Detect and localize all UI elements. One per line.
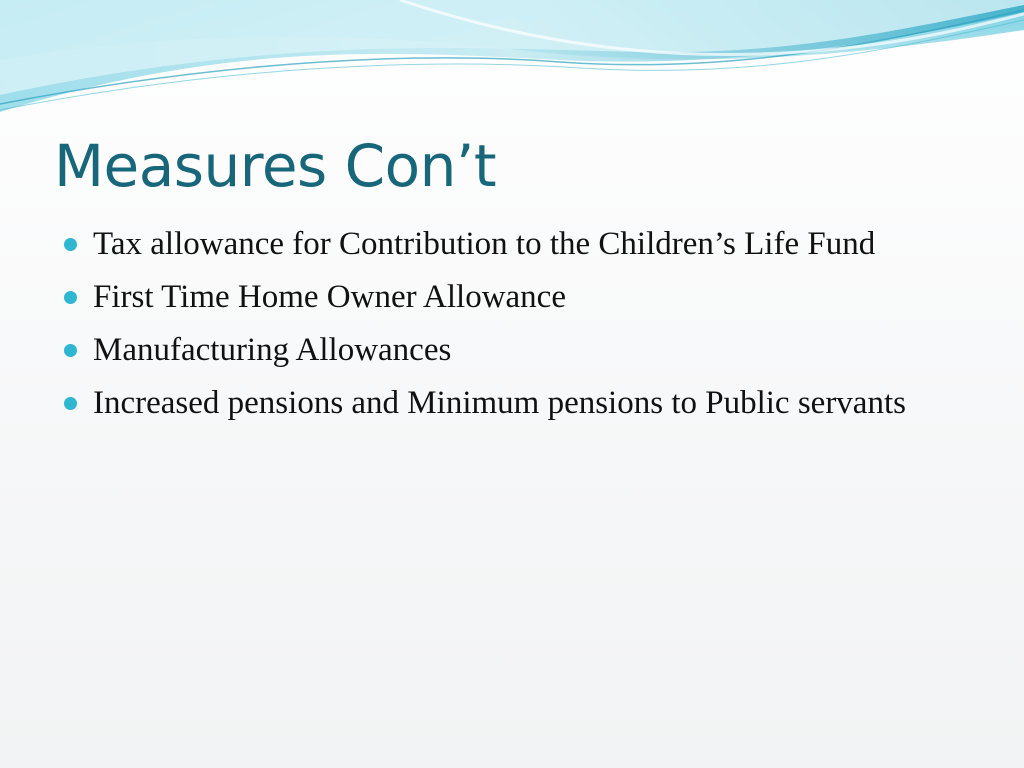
bullet-text: Tax allowance for Contribution to the Children’s Life Fund xyxy=(93,226,876,262)
bullet-list xyxy=(64,222,964,434)
bullet-text: Increased pensions and Minimum pensions to Public servants xyxy=(93,385,906,421)
slide-title: Measures Con’t xyxy=(54,132,497,200)
bullet-dot-icon xyxy=(64,344,77,357)
bullet-item xyxy=(64,328,964,373)
bullet-text: Manufacturing Allowances xyxy=(93,332,452,368)
header-wave-decoration xyxy=(0,0,1024,130)
bullet-text: First Time Home Owner Allowance xyxy=(93,279,566,315)
bullet-dot-icon xyxy=(64,291,77,304)
bullet-dot-icon xyxy=(64,397,77,410)
bullet-item xyxy=(64,275,964,320)
bullet-dot-icon xyxy=(64,238,77,251)
bullet-item xyxy=(64,222,964,267)
bullet-item xyxy=(64,381,964,426)
